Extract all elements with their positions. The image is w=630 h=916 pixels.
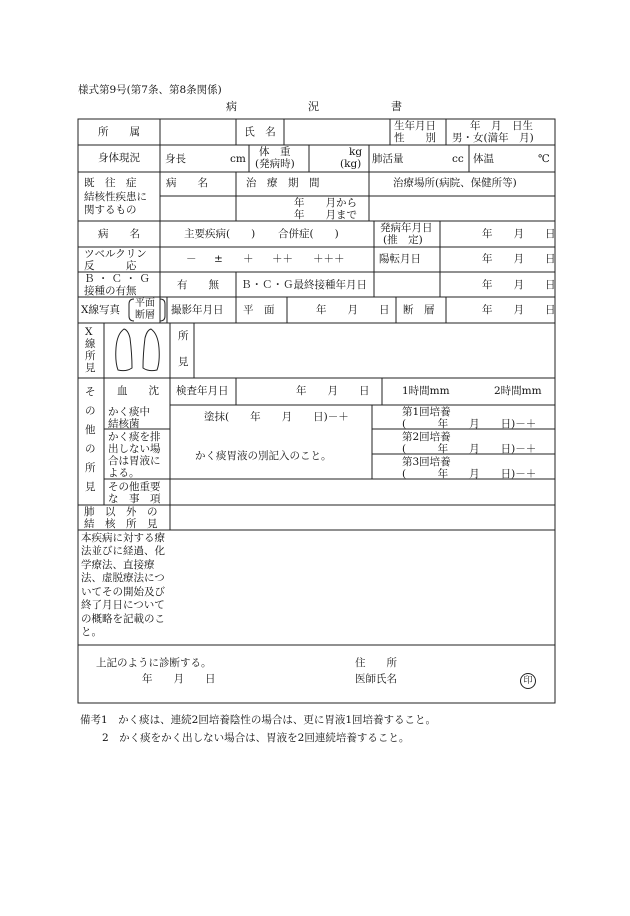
tuberculin-reaction-label: 反 応 xyxy=(84,260,137,272)
temperature-label: 体温 xyxy=(473,153,494,165)
main-disease: 主要疾病( ) xyxy=(184,228,256,240)
kg-onset-unit: (kg) xyxy=(340,158,362,170)
xray-findings-char-1: X xyxy=(85,326,93,338)
xray-photo-label: X線写真 xyxy=(81,304,120,316)
bcg-last-date-label: Ｂ・Ｃ・Ｇ最終接種年月日 xyxy=(241,279,367,291)
birth-value: 年 月 日生 xyxy=(470,120,533,132)
lung-capacity-label: 肺活量 xyxy=(372,153,404,165)
positive-conversion-label: 陽転月日 xyxy=(379,253,421,265)
cm-unit: cm xyxy=(230,153,246,165)
xray-findings-char-3: 所 xyxy=(85,350,96,362)
history-tb-label-2: 関するもの xyxy=(84,204,137,216)
note-1: 備考1 かく痰は、連続2回培養陰性の場合は、更に胃液1回培養すること。 xyxy=(80,714,437,726)
diagnosis-label: 病 名 xyxy=(98,227,140,240)
esr-label: 血 沈 xyxy=(117,385,159,397)
tb-bacteria-label: 結核菌 xyxy=(108,418,140,430)
onset-date-value: 年 月 日 xyxy=(482,228,556,240)
onset-date-label: 発病年月日 xyxy=(380,222,433,234)
weight-label: 体 重 xyxy=(259,146,291,158)
kg-unit: kg xyxy=(349,146,363,158)
smear-result: 塗抹( 年 月 日)－＋ xyxy=(204,411,349,423)
positive-conversion-date: 年 月 日 xyxy=(482,253,556,265)
extrapulmonary-label-1: 肺 以 外 の xyxy=(84,506,158,518)
complication: 合併症( ) xyxy=(278,228,339,240)
findings-char-2: 見 xyxy=(178,356,189,368)
form-number: 様式第9号(第7条、第8条関係) xyxy=(78,84,222,96)
birth-label: 生年月日 xyxy=(394,120,436,132)
bcg-vaccination-label: 接種の有無 xyxy=(84,285,137,297)
xray-tomo-type: 断層 xyxy=(135,310,155,321)
exam-date-label: 検査年月日 xyxy=(176,385,229,397)
xray-tomo-label: 断 層 xyxy=(403,304,435,316)
bcg-label: Ｂ ・ Ｃ ・ Ｇ xyxy=(84,273,150,285)
esr-1-hour: 1時間mm xyxy=(402,385,450,397)
sputum-label: かく痰中 xyxy=(108,406,150,418)
celsius-unit: ℃ xyxy=(538,153,550,165)
history-period-label: 治 療 期 間 xyxy=(246,177,320,189)
weight-onset-label: (発病時) xyxy=(255,158,295,170)
esr-2-hour: 2時間mm xyxy=(494,385,542,397)
seal-mark: 印 xyxy=(520,673,536,689)
bcg-last-date: 年 月 日 xyxy=(482,279,556,291)
xray-shot-date-label: 撮影年月日 xyxy=(171,304,224,316)
other-findings-char-5: 所 xyxy=(85,462,96,474)
title-char-3: 書 xyxy=(391,100,402,113)
extrapulmonary-label-2: 結 核 所 見 xyxy=(84,518,158,530)
no-sputum-line-2: 出しない場 xyxy=(108,443,161,455)
tuberculin-value-1: － xyxy=(186,253,197,265)
height-label: 身長 xyxy=(165,153,186,165)
affiliation-label: 所 属 xyxy=(98,125,140,138)
xray-findings-char-4: 見 xyxy=(85,362,96,374)
onset-estimated-label: (推 定) xyxy=(383,234,423,246)
tuberculin-value-5: ＋＋＋ xyxy=(313,253,345,265)
other-important-line-1: その他重要 xyxy=(108,481,161,493)
bcg-yes-no: 有 無 xyxy=(177,279,219,291)
culture-1-label: 第1回培養 xyxy=(402,406,451,418)
xray-plain-date: 年 月 日 xyxy=(316,304,390,316)
body-status-label: 身体現況 xyxy=(98,152,140,165)
exam-date-value: 年 月 日 xyxy=(296,385,370,397)
lung-diagram-icon xyxy=(113,326,163,374)
tuberculin-value-2: ± xyxy=(214,253,223,265)
history-to: 年 月まで xyxy=(294,209,357,221)
other-findings-char-3: 他 xyxy=(85,424,96,436)
other-important-line-2: な 事 項 xyxy=(108,493,161,505)
history-disease-label: 病 名 xyxy=(166,177,208,189)
treatment-label: 本疾病に対する療法並びに経過、化学療法、直接療法、虚脱療法についてその開始及び終了月日についての概略を記載のこと。 xyxy=(81,532,165,639)
other-findings-char-1: そ xyxy=(85,386,96,398)
other-findings-char-2: の xyxy=(85,405,96,417)
sex-label: 性 別 xyxy=(394,132,436,144)
name-label: 氏 名 xyxy=(244,125,276,138)
other-findings-char-6: 見 xyxy=(85,481,96,493)
xray-type-brackets xyxy=(128,298,166,322)
address-label: 住 所 xyxy=(355,657,397,669)
note-2: 2 かく痰をかく出しない場合は、胃液を2回連続培養すること。 xyxy=(102,732,410,744)
no-sputum-line-3: 合は胃液に xyxy=(108,455,161,467)
sex-value: 男・女(満年 月) xyxy=(452,132,534,144)
culture-3-result: ( 年 月 日)－＋ xyxy=(402,468,537,480)
doctor-name-label: 医師氏名 xyxy=(355,673,397,685)
tuberculin-label: ツベルクリン xyxy=(84,248,147,260)
tuberculin-value-4: ＋＋ xyxy=(272,253,293,265)
diagnosis-date: 年 月 日 xyxy=(142,673,216,685)
history-tb-label-1: 結核性疾患に xyxy=(84,191,147,203)
culture-2-label: 第2回培養 xyxy=(402,431,451,443)
cc-unit: cc xyxy=(452,153,464,165)
diagnosis-statement: 上記のように診断する。 xyxy=(96,657,212,669)
xray-findings-char-2: 線 xyxy=(85,338,96,350)
culture-3-label: 第3回培養 xyxy=(402,456,451,468)
tuberculin-value-3: ＋ xyxy=(243,253,254,265)
title-char-1: 病 xyxy=(226,100,237,113)
no-sputum-line-4: よる。 xyxy=(108,467,140,479)
xray-plain-type: 平面 xyxy=(135,298,155,309)
findings-char-1: 所 xyxy=(178,330,189,342)
history-from: 年 月から xyxy=(294,197,357,209)
culture-1-result: ( 年 月 日)－＋ xyxy=(402,418,537,430)
title-char-2: 況 xyxy=(308,100,319,113)
history-label: 既 往 症 xyxy=(84,177,137,189)
xray-tomo-date: 年 月 日 xyxy=(482,304,556,316)
gastric-note: かく痰胃液の別記入のこと。 xyxy=(195,450,332,462)
no-sputum-line-1: かく痰を排 xyxy=(108,431,161,443)
other-findings-char-4: の xyxy=(85,443,96,455)
history-place-label: 治療場所(病院、保健所等) xyxy=(393,177,517,189)
culture-2-result: ( 年 月 日)－＋ xyxy=(402,443,537,455)
xray-plain-label: 平 面 xyxy=(243,304,275,316)
